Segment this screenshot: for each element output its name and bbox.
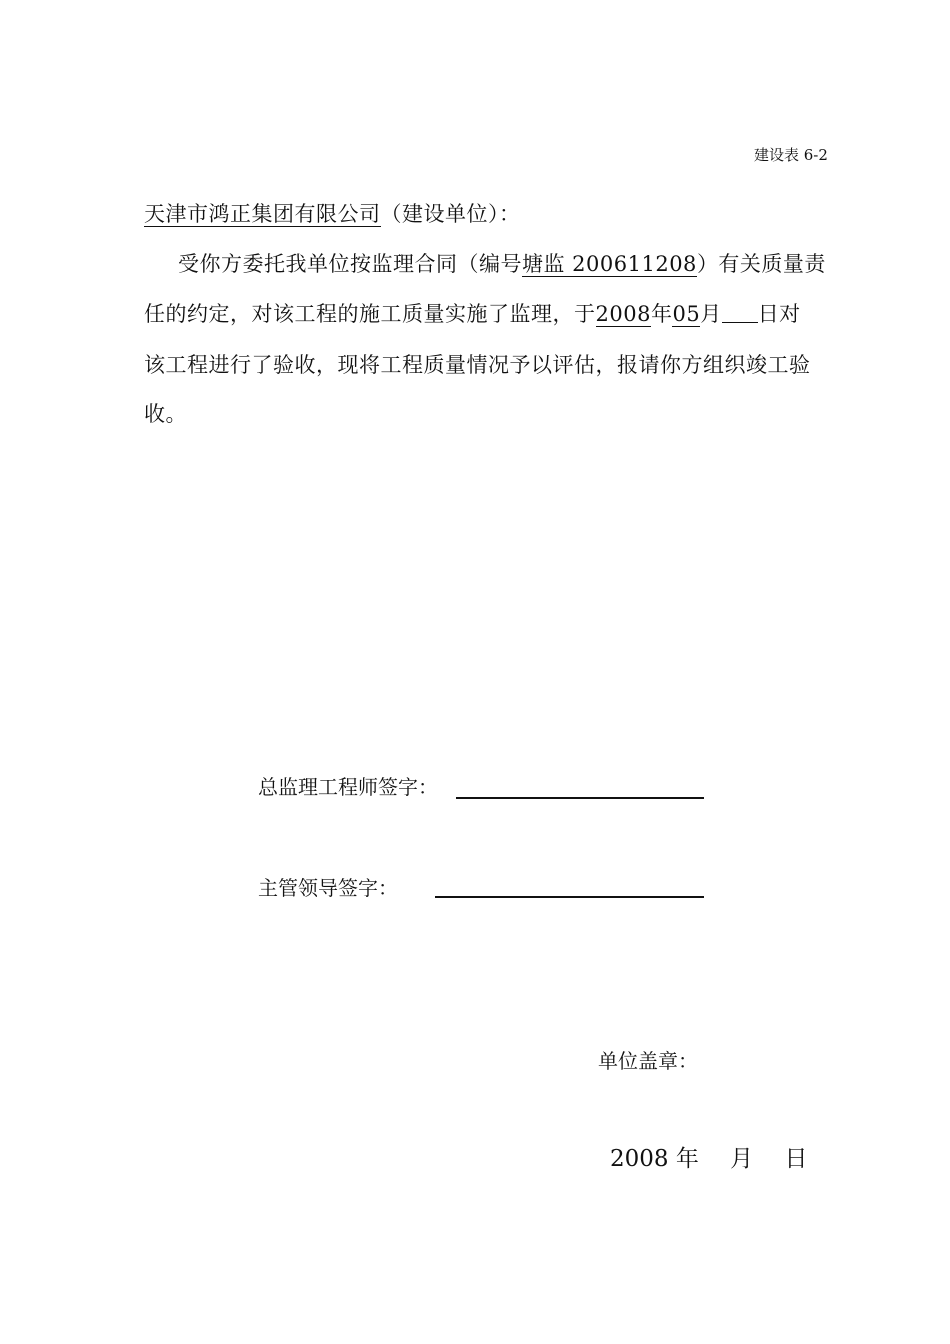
addressee-company: 天津市鸿正集团有限公司 xyxy=(144,202,381,226)
body-line-2 xyxy=(144,298,801,328)
footer-year-label: 年 xyxy=(675,1146,699,1172)
form-number: 建设表 6-2 xyxy=(754,146,828,164)
inspection-year: 2008 xyxy=(595,302,651,326)
day-label: 日对 xyxy=(757,302,801,326)
addressee-suffix: （建设单位）： xyxy=(380,202,521,226)
supervisor-signature-label: 主管领导签字： xyxy=(258,876,398,900)
year-label: 年 xyxy=(650,302,673,326)
body-line-3: 该工程进行了验收，现将工程质量情况予以评估，报请你方组织竣工验 xyxy=(144,353,811,377)
footer-date xyxy=(610,1140,807,1173)
addressee-line xyxy=(144,198,521,228)
month-label: 月 xyxy=(700,302,722,326)
body-line-1 xyxy=(178,248,826,278)
inspection-month: 05 xyxy=(672,302,701,326)
chief-engineer-signature-line xyxy=(456,797,704,799)
footer-year: 2008 xyxy=(610,1146,669,1172)
body-line-1-end: ）有关质量责 xyxy=(696,252,826,276)
chief-engineer-signature-label: 总监理工程师签字： xyxy=(258,775,438,799)
supervisor-signature-line xyxy=(435,896,704,898)
body-line-4: 收。 xyxy=(144,402,187,426)
unit-seal-label: 单位盖章： xyxy=(598,1049,698,1073)
footer-month-label: 月 xyxy=(730,1146,754,1172)
contract-number: 塘监 200611208 xyxy=(522,252,697,276)
footer-day-label: 日 xyxy=(784,1146,808,1172)
body-line-1-start: 受你方委托我单位按监理合同（编号 xyxy=(178,252,522,276)
inspection-day-blank xyxy=(722,302,758,323)
body-line-2-start: 任的约定，对该工程的施工质量实施了监理，于 xyxy=(144,302,596,326)
